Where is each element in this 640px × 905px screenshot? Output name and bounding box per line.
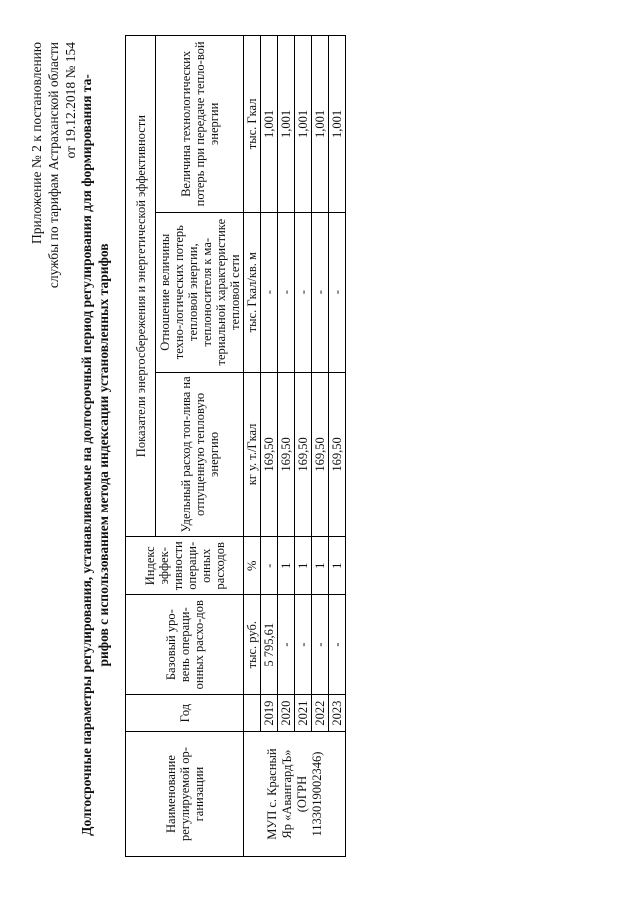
cell-fuel: 169,50	[312, 372, 329, 537]
cell-year: 2020	[278, 695, 295, 732]
header-org: Наименование регулируемой ор-ганизации	[126, 732, 244, 857]
document-title	[78, 45, 112, 865]
cell-index: 1	[278, 537, 295, 595]
unit-loss: тыс. Гкал	[244, 36, 261, 213]
cell-ratio: -	[295, 212, 312, 372]
appendix-line-3: от 19.12.2018 № 154	[63, 42, 78, 159]
cell-ratio: -	[278, 212, 295, 372]
cell-loss: 1,001	[329, 36, 346, 213]
cell-loss: 1,001	[312, 36, 329, 213]
org-line-2: Яр «АвангардЪ»	[279, 749, 294, 839]
cell-loss: 1,001	[295, 36, 312, 213]
header-index: Индекс эффек-тивности операци-онных расходов	[126, 537, 244, 595]
cell-base: -	[329, 595, 346, 695]
title-line-2: рифов с использованием метода индексации установленных тарифов	[96, 243, 111, 667]
appendix-note	[28, 42, 79, 288]
cell-loss: 1,001	[261, 36, 278, 213]
cell-index: 1	[312, 537, 329, 595]
cell-index: -	[261, 537, 278, 595]
cell-index: 1	[295, 537, 312, 595]
header-fuel: Удельный расход топ-лива на отпущенную тепловую энергию	[156, 372, 244, 537]
cell-base: -	[312, 595, 329, 695]
cell-year: 2019	[261, 695, 278, 732]
unit-base: тыс. руб.	[244, 595, 261, 695]
header-year: Год	[126, 695, 244, 732]
org-line-3: (ОГРН	[294, 775, 309, 813]
org-line-4: 1133019002346)	[309, 751, 324, 837]
cell-fuel: 169,50	[329, 372, 346, 537]
org-line-1: МУП с. Красный	[264, 748, 279, 840]
cell-year: 2021	[295, 695, 312, 732]
cell-fuel: 169,50	[295, 372, 312, 537]
unit-fuel: кг у. т./Гкал	[244, 372, 261, 537]
appendix-line-2: службы по тарифам Астраханской области	[46, 42, 61, 289]
cell-year: 2022	[312, 695, 329, 732]
cell-index: 1	[329, 537, 346, 595]
cell-base: -	[278, 595, 295, 695]
header-base: Базовый уро-вень операци-онных расхо-дов	[126, 595, 244, 695]
cell-ratio: -	[261, 212, 278, 372]
cell-ratio: -	[329, 212, 346, 372]
cell-base: -	[295, 595, 312, 695]
unit-index: %	[244, 537, 261, 595]
parameters-table	[125, 35, 346, 857]
unit-ratio: тыс. Гкал/кв. м	[244, 212, 261, 372]
title-line-1: Долгосрочные параметры регулирования, устанавливаемые на долгосрочный период регулирования для формирования та-	[79, 74, 94, 836]
cell-fuel: 169,50	[278, 372, 295, 537]
cell-base: 5 795,61	[261, 595, 278, 695]
header-group: Показатели энергосбережения и энергетической эффективности	[126, 36, 156, 537]
unit-year	[244, 695, 261, 732]
cell-loss: 1,001	[278, 36, 295, 213]
header-ratio: Отношение величины техно-логических потерь тепловой энергии, теплоносителя к ма-териальной характеристике тепловой сети	[156, 212, 244, 372]
header-loss: Величина технологических потерь при передаче тепло-вой энергии	[156, 36, 244, 213]
cell-fuel: 169,50	[261, 372, 278, 537]
org-cell	[244, 732, 346, 857]
cell-year: 2023	[329, 695, 346, 732]
cell-ratio: -	[312, 212, 329, 372]
appendix-line-1: Приложение № 2 к постановлению	[29, 42, 44, 244]
